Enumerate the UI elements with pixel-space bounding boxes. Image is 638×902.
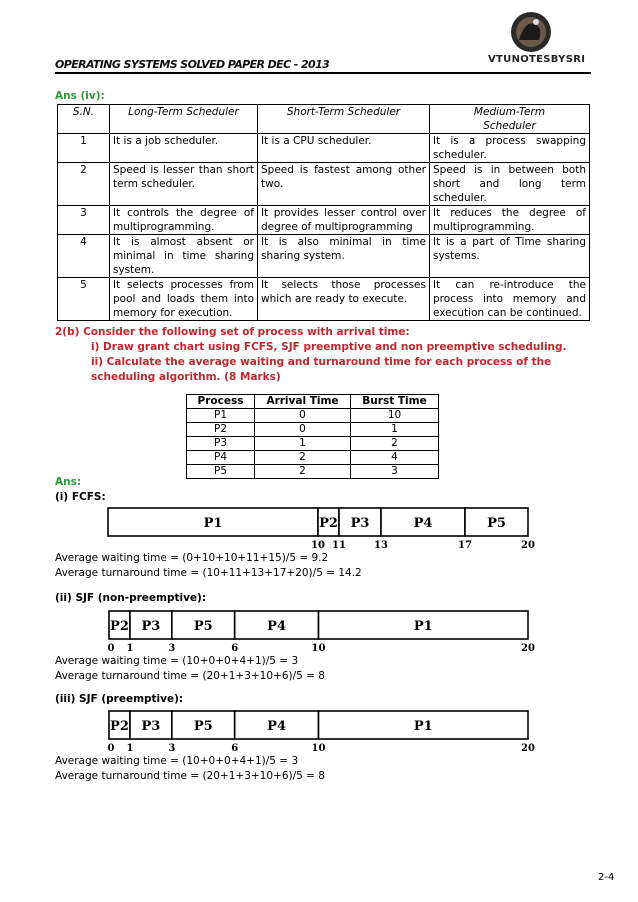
- gantt-block-label: P4: [413, 516, 433, 531]
- logo-icon: [505, 10, 557, 58]
- gantt-block-label: P4: [267, 719, 287, 734]
- table-cell: 3: [351, 465, 439, 479]
- gantt-block-label: P3: [141, 719, 161, 734]
- table-cell: It is also minimal in time sharing system.: [258, 235, 430, 278]
- gantt-tick-label: 20: [521, 540, 535, 549]
- gantt-block-label: P1: [203, 516, 223, 531]
- ans-iv-label: Ans (iv):: [55, 90, 105, 102]
- sjf-np-avg-turnaround: Average turnaround time = (20+1+3+10+6)/5 = 8: [55, 670, 325, 682]
- gantt-block-label: P3: [350, 516, 370, 531]
- gantt-block-label: P3: [141, 619, 161, 634]
- sjf-np-avg-waiting: Average waiting time = (10+0+0+4+1)/5 = 3: [55, 655, 299, 667]
- table-cell: It controls the degree of multiprogramming.: [110, 206, 258, 235]
- table-cell: 2: [255, 465, 351, 479]
- document-title: OPERATING SYSTEMS SOLVED PAPER DEC - 2013: [55, 58, 330, 71]
- header-cell: Process: [187, 395, 255, 409]
- table-row: [58, 278, 590, 321]
- table-cell: 2: [255, 451, 351, 465]
- answer-label: Ans:: [55, 476, 82, 488]
- table-cell: It is a process swapping scheduler.: [430, 134, 590, 163]
- table-cell: 2: [351, 437, 439, 451]
- sjf-np-title: (ii) SJF (non-preemptive):: [55, 592, 207, 604]
- gantt-tick-label: 20: [521, 743, 535, 752]
- table-cell: P2: [187, 423, 255, 437]
- table-cell: It is a part of Time sharing systems.: [430, 235, 590, 278]
- table-header-row: [187, 395, 439, 409]
- fcfs-avg-waiting: Average waiting time = (0+10+10+11+15)/5 = 9.2: [55, 552, 329, 564]
- table-row: [187, 451, 439, 465]
- table-cell: P5: [187, 465, 255, 479]
- scheduler-comparison-table: [57, 104, 590, 321]
- gantt-block-label: P1: [413, 719, 433, 734]
- table-cell: It reduces the degree of multiprogramming.: [430, 206, 590, 235]
- header-cell: Arrival Time: [255, 395, 351, 409]
- sjf-p-gantt-chart: [100, 706, 535, 752]
- table-cell: Speed is lesser than short term scheduler.: [110, 163, 258, 206]
- sjf-p-avg-waiting: Average waiting time = (10+0+0+4+1)/5 = 3: [55, 755, 299, 767]
- header-cell: Long-Term Scheduler: [110, 105, 258, 134]
- header-cell: S.N.: [58, 105, 110, 134]
- process-table: [186, 394, 439, 479]
- table-cell: 0: [255, 409, 351, 423]
- table-header-row: [58, 105, 590, 134]
- table-row: [58, 134, 590, 163]
- table-cell: 1: [58, 134, 110, 163]
- gantt-block-label: P5: [487, 516, 506, 531]
- gantt-tick-label: 17: [458, 540, 472, 549]
- question-part-i: i) Draw grant chart using FCFS, SJF preemptive and non preemptive scheduling.: [91, 341, 567, 353]
- gantt-tick-label: 11: [332, 540, 346, 549]
- sjf-p-avg-turnaround: Average turnaround time = (20+1+3+10+6)/5 = 8: [55, 770, 325, 782]
- table-row: [187, 409, 439, 423]
- gantt-tick-label: 0: [107, 643, 115, 652]
- gantt-tick-label: 10: [311, 743, 326, 752]
- table-cell: 4: [351, 451, 439, 465]
- header-cell: Burst Time: [351, 395, 439, 409]
- gantt-block-label: P2: [110, 619, 129, 634]
- gantt-block-label: P2: [319, 516, 338, 531]
- gantt-tick-label: 13: [374, 540, 388, 549]
- gantt-tick-label: 10: [311, 540, 325, 549]
- table-cell: P1: [187, 409, 255, 423]
- gantt-tick-label: 6: [231, 743, 239, 752]
- table-cell: It provides lesser control over degree of multiprogramming: [258, 206, 430, 235]
- table-cell: It is a job scheduler.: [110, 134, 258, 163]
- table-row: [187, 437, 439, 451]
- table-row: [58, 235, 590, 278]
- table-cell: P3: [187, 437, 255, 451]
- logo-text: VTUNOTESBYSRI: [488, 54, 586, 65]
- header-cell: Short-Term Scheduler: [258, 105, 430, 134]
- header-rule: [55, 72, 591, 74]
- table-cell: 10: [351, 409, 439, 423]
- table-cell: 5: [58, 278, 110, 321]
- gantt-tick-label: 1: [126, 643, 134, 652]
- gantt-block-label: P4: [267, 619, 287, 634]
- gantt-block-label: P1: [413, 619, 433, 634]
- header-cell: Medium-Term Scheduler: [430, 105, 590, 134]
- table-row: [187, 423, 439, 437]
- gantt-tick-label: 3: [168, 743, 176, 752]
- table-cell: It is a CPU scheduler.: [258, 134, 430, 163]
- gantt-block-label: P5: [193, 619, 213, 634]
- table-cell: P4: [187, 451, 255, 465]
- table-cell: It selects processes from pool and loads them into memory for execution.: [110, 278, 258, 321]
- table-cell: 4: [58, 235, 110, 278]
- gantt-tick-label: 20: [521, 643, 535, 652]
- table-cell: 2: [58, 163, 110, 206]
- question-heading: 2(b) Consider the following set of process with arrival time:: [55, 326, 410, 338]
- gantt-tick-label: 1: [126, 743, 134, 752]
- gantt-block-label: P5: [193, 719, 213, 734]
- sjf-np-gantt-chart: [100, 606, 535, 652]
- table-cell: Speed is in between both short and long term scheduler.: [430, 163, 590, 206]
- table-cell: 1: [351, 423, 439, 437]
- fcfs-gantt-chart: [100, 503, 535, 549]
- sjf-p-title: (iii) SJF (preemptive):: [55, 693, 184, 705]
- page-number: 2-4: [598, 872, 615, 883]
- question-part-ii: ii) Calculate the average waiting and turnaround time for each process of the: [91, 356, 552, 368]
- table-row: [58, 163, 590, 206]
- table-row: [58, 206, 590, 235]
- gantt-tick-label: 10: [311, 643, 326, 652]
- gantt-tick-label: 0: [107, 743, 115, 752]
- gantt-tick-label: 3: [168, 643, 176, 652]
- fcfs-title: (i) FCFS:: [55, 491, 106, 503]
- table-cell: 1: [255, 437, 351, 451]
- gantt-block-label: P2: [110, 719, 129, 734]
- table-cell: It can re-introduce the process into memory and execution can be continued.: [430, 278, 590, 321]
- gantt-tick-label: 6: [231, 643, 239, 652]
- table-cell: 3: [58, 206, 110, 235]
- table-cell: It selects those processes which are ready to execute.: [258, 278, 430, 321]
- table-cell: Speed is fastest among other two.: [258, 163, 430, 206]
- table-cell: 0: [255, 423, 351, 437]
- fcfs-avg-turnaround: Average turnaround time = (10+11+13+17+20)/5 = 14.2: [55, 567, 362, 579]
- question-marks: scheduling algorithm. (8 Marks): [91, 371, 281, 383]
- table-row: [187, 465, 439, 479]
- table-cell: It is almost absent or minimal in time sharing system.: [110, 235, 258, 278]
